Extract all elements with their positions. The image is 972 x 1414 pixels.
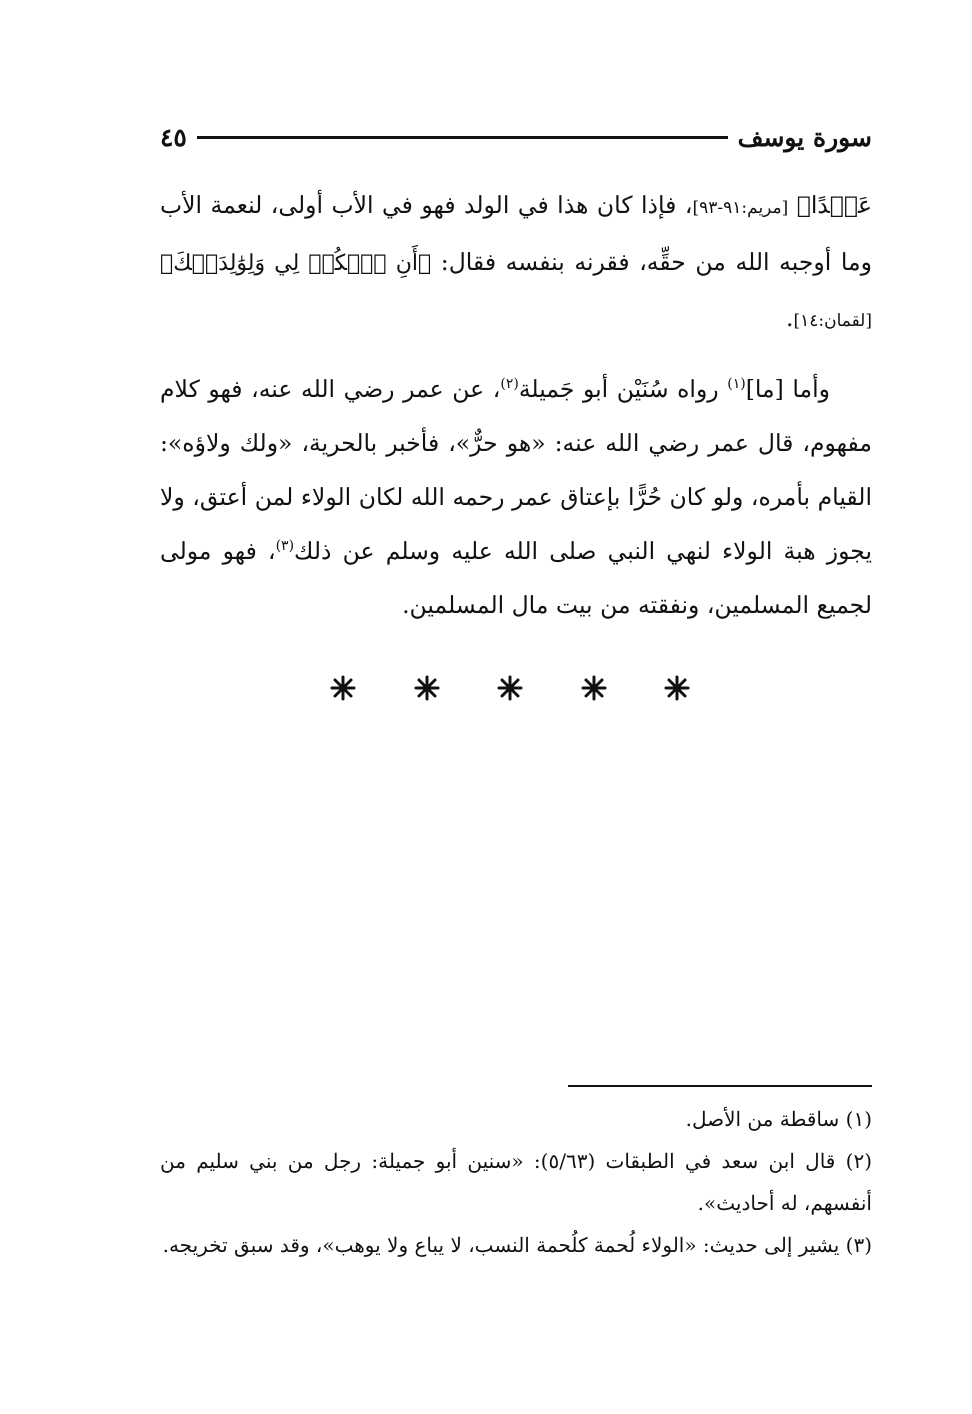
footnote-ref-3[interactable]: (٣) <box>275 538 295 555</box>
footnote-3 <box>160 1224 872 1266</box>
footnote-rule <box>568 1085 872 1087</box>
footnote-text: ساقطة من الأصل. <box>685 1107 846 1131</box>
p1-text-a: عَبۡدًا﴾ <box>788 191 872 219</box>
footnote-ref-2[interactable]: (٢) <box>500 376 519 393</box>
footnote-text: يشير إلى حديث: «الولاء لُحمة كلُحمة النسب، لا يباع ولا يوهب»، وقد سبق تخريجه. <box>162 1233 846 1257</box>
footnote-number: (٣) <box>845 1233 872 1257</box>
p1-ref-maryam: [مريم:٩١-٩٣] <box>692 198 789 218</box>
asterisk-icon <box>581 675 607 701</box>
page-header <box>160 112 872 162</box>
p1-ref-luqman: [لقمان:١٤] <box>793 311 872 331</box>
p1-text-b: ، فإذا كان هذا في الولد فهو في الأب أولى، لنعمة الأب وما أوجبه الله من حقِّه، فقرنه بنفسه فقال: <box>160 191 872 276</box>
running-title: سورة يوسف <box>737 122 872 152</box>
p2-text-b: رواه سُنَيْن أبو جَميلة <box>518 375 728 403</box>
p1-quran-quote: ﴿أَنِ ٱشۡكُرۡ لِي وَلِوَٰلِدَيۡكَ﴾ <box>160 251 432 276</box>
p2-text-c: ، عن عمر رضي الله عنه، فهو كلام مفهوم، قال عمر رضي الله عنه: «هو حرٌّ»، فأخبر بالحرية، «ولك ولاؤه»: القيام بأمره، ولو كان حُرًّا بإعتاق عمر رحمه الله لكان الولاء لمن أعتق، ولا يجوز هبة الولاء لنهي النبي صلى الله عليه وسلم عن ذلك <box>160 375 873 565</box>
paragraph-1 <box>160 178 872 348</box>
page-number: ٤٥ <box>160 122 187 152</box>
asterisk-icon <box>330 675 356 701</box>
footnote-ref-1[interactable]: (١) <box>727 376 746 393</box>
asterisk-icon <box>664 675 690 701</box>
footnotes <box>160 1098 872 1266</box>
section-separator <box>330 668 690 708</box>
asterisk-icon <box>497 675 523 701</box>
p2-text-d: ، فهو مولى لجميع المسلمين، ونفقته من بيت مال المسلمين. <box>160 537 872 619</box>
footnote-1 <box>160 1098 872 1140</box>
asterisk-icon <box>414 675 440 701</box>
paragraph-2 <box>160 362 872 632</box>
header-rule <box>197 136 728 139</box>
footnote-number: (٢) <box>845 1149 872 1173</box>
footnote-text: قال ابن سعد في الطبقات (٥/٦٣): «سنين أبو جميلة: رجل من بني سليم من أنفسهم، له أحاديث». <box>160 1149 872 1215</box>
footnote-2 <box>160 1140 872 1224</box>
p1-text-c: . <box>785 304 794 332</box>
footnote-number: (١) <box>845 1107 872 1131</box>
main-text <box>160 178 872 632</box>
p2-text-a: وأما [ما] <box>745 375 830 403</box>
